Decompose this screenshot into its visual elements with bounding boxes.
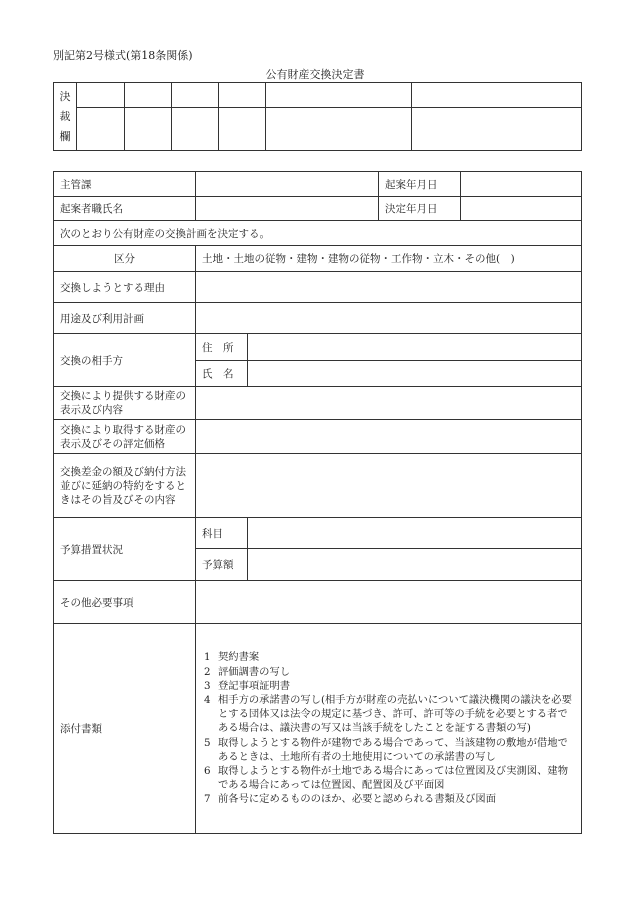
approval-sign-cell[interactable] [219,108,266,151]
draft-date-label: 起案年月日 [379,172,461,197]
address-field[interactable] [248,334,582,361]
attachment-item [204,792,573,806]
attachments-label: 添付書類 [54,624,196,834]
attachment-number: 1 [204,651,211,664]
attachment-number: 3 [204,679,211,692]
attachment-number: 4 [204,693,211,706]
approval-sign-cell[interactable] [412,108,582,151]
attachments-cell [196,624,582,834]
approval-stamp-cell[interactable] [125,83,172,108]
document-title: 公有財産交換決定書 [265,68,365,81]
attachment-item [204,764,573,792]
attachment-text: 相手方の承諾書の写し(相手方が財産の売払いについて議決機関の議決を必要とする団体又は法令の規定に基づき、許可、許可等の手続を必要とする者である場合は、議決書の写又は当該手続をしたことを証する書類の写) [218,693,572,735]
attachment-item [204,650,573,664]
reason-field[interactable] [196,272,582,303]
approval-sign-cell[interactable] [172,108,219,151]
attachment-number: 6 [204,765,211,777]
budget-item-field[interactable] [248,518,582,549]
form-reference: 別記第2号様式(第18条関係) [53,49,193,62]
attachment-number: 2 [204,665,211,678]
draft-date-field[interactable] [461,172,582,197]
decision-date-field[interactable] [461,197,582,221]
attachment-item [204,679,573,693]
decision-statement: 次のとおり公有財産の交換計画を決定する。 [54,221,582,246]
difference-field[interactable] [196,454,582,518]
category-label: 区分 [54,246,196,272]
name-field[interactable] [248,361,582,387]
counterparty-label: 交換の相手方 [54,334,196,387]
approval-label-3: 欄 [59,129,71,143]
approval-table [53,82,582,151]
attachment-text: 前各号に定めるもののほか、必要と認められる書類及び図面 [218,793,497,806]
budget-label: 予算措置状況 [54,518,196,581]
provide-label: 交換により提供する財産の表示及び内容 [54,387,196,420]
approval-sign-cell[interactable] [125,108,172,151]
acquire-label: 交換により取得する財産の表示及びその評定価格 [54,420,196,454]
approval-stamp-cell[interactable] [412,83,582,108]
approval-stamp-cell[interactable] [266,83,412,108]
drafter-field[interactable] [196,197,379,221]
approval-label-1: 決 [59,89,71,103]
address-label: 住 所 [196,334,248,361]
other-field[interactable] [196,581,582,624]
acquire-field[interactable] [196,420,582,454]
attachment-text: 評価調書の写し [218,665,291,678]
provide-field[interactable] [196,387,582,420]
difference-label: 交換差金の額及び納付方法並びに延納の特約をするときはその旨及びその内容 [54,454,196,518]
other-label: その他必要事項 [54,581,196,624]
attachment-item [204,736,573,764]
attachment-text: 登記事項証明書 [218,679,291,692]
usage-label: 用途及び利用計画 [54,303,196,334]
approval-stamp-cell[interactable] [219,83,266,108]
exchange-decision-table [53,171,582,834]
approval-stamp-cell[interactable] [77,83,125,108]
section-label: 主管課 [54,172,196,197]
budget-amount-label: 予算額 [196,549,248,581]
attachment-number: 7 [204,793,211,806]
attachment-number: 5 [204,736,211,749]
attachment-text: 取得しようとする物件が土地である場合にあっては位置図及び実測図、建物である場合にあっては位置図、配置図及び平面図 [218,765,568,792]
approval-stamp-cell[interactable] [172,83,219,108]
usage-field[interactable] [196,303,582,334]
approval-sign-cell[interactable] [77,108,125,151]
attachment-text: 契約書案 [218,651,260,664]
approval-sign-cell[interactable] [266,108,412,151]
attachments-list [204,650,573,806]
name-label: 氏 名 [196,361,248,387]
attachment-item [204,665,573,679]
decision-date-label: 決定年月日 [379,197,461,221]
category-options[interactable]: 土地・土地の従物・建物・建物の従物・工作物・立木・その他( ) [196,246,582,272]
approval-label-2: 裁 [59,109,71,123]
budget-item-label: 科目 [196,518,248,549]
approval-label [54,83,77,151]
attachment-item [204,693,573,736]
budget-amount-field[interactable] [248,549,582,581]
reason-label: 交換しようとする理由 [54,272,196,303]
attachment-text: 取得しようとする物件が建物である場合であって、当該建物の敷地が借地であるときは、土地所有者の土地使用についての承諾書の写し [218,736,568,763]
section-field[interactable] [196,172,379,197]
drafter-label: 起案者職氏名 [54,197,196,221]
